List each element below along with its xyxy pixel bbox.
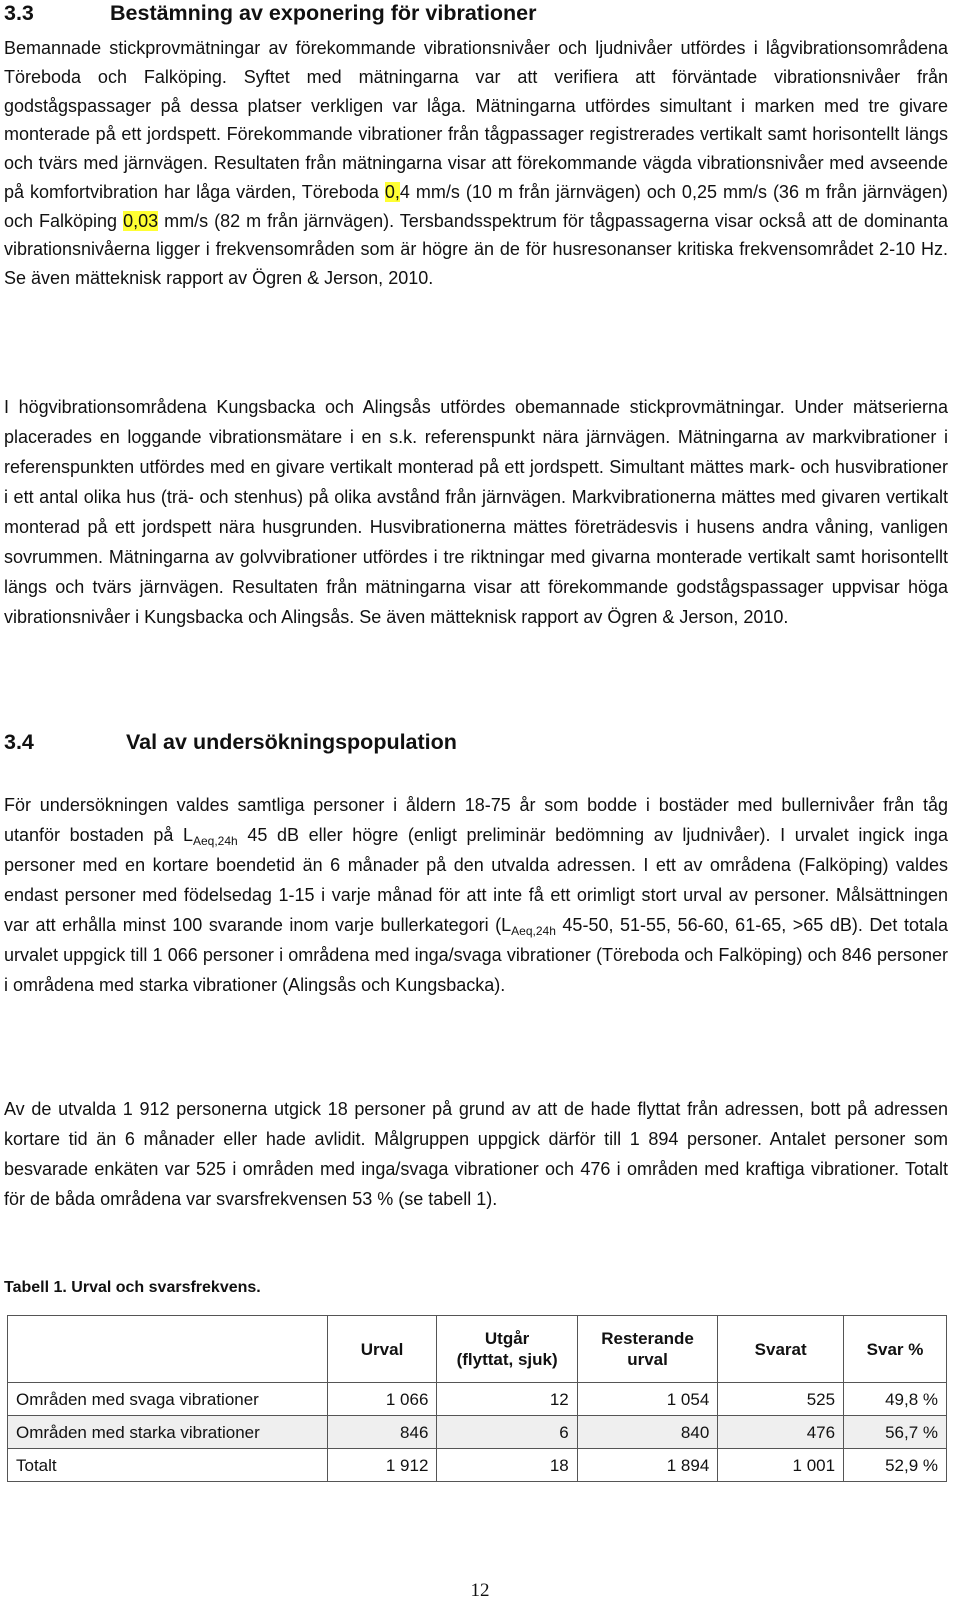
cell-urval: 1 912	[327, 1449, 437, 1482]
row-label: Områden med starka vibrationer	[8, 1416, 328, 1449]
highlight-value: 0,03	[123, 210, 159, 231]
paragraph-text: För undersökningen valdes samtliga personer i åldern 18-75 år som bodde i bostäder med bullernivåer från tåg utanför bostaden på L	[4, 795, 948, 845]
table-row	[8, 1449, 947, 1482]
paragraph-text: 4 mm/s (10 m från järnvägen) och 0,25 mm/s (36 m från järnvägen) och Falköping	[4, 181, 949, 231]
paragraph-text: 45-50, 51-55, 56-60, 61-65, >65 dB). Det totala urvalet uppgick till 1 066 personer i områdena med inga/svaga vibrationer (Töreboda och Falköping) och 846 personer i områdena med starka vibrationer (Alingsås och Kungsbacka).	[4, 915, 948, 995]
paragraph-text: Bemannade stickprovmätningar av förekommande vibrationsnivåer och ljudnivåer utfördes i lågvibrationsområdena Töreboda och Falköping. Syftet med mätningarna var att verifiera att förväntade vibrationsnivåer från godstågspassager på dessa platser verkligen var låga. Mätningarna utfördes simultant i marken med tre givare monterade på ett jordspett. Förekommande vibrationer från tågpassager registrerades vertikalt samt horisontellt längs och tvärs med järnvägen. Resultaten från mätningarna visar att förekommande vägda vibrationsnivåer med avseende på komfortvibration har låga värden, Töreboda	[4, 38, 948, 202]
row-label: Områden med svaga vibrationer	[8, 1383, 328, 1416]
header-svar-pct: Svar %	[844, 1316, 947, 1383]
cell-svarat: 476	[718, 1416, 844, 1449]
cell-utgar: 18	[437, 1449, 577, 1482]
cell-utgar: 6	[437, 1416, 577, 1449]
highlight-value: 0,	[384, 181, 400, 202]
cell-urval: 1 066	[327, 1383, 437, 1416]
cell-svar-pct: 49,8 %	[844, 1383, 947, 1416]
page-number: 12	[470, 1580, 490, 1601]
cell-resterande: 840	[577, 1416, 718, 1449]
header-urval: Urval	[327, 1316, 437, 1383]
paragraph-vibration-low	[4, 34, 948, 293]
paragraph-response-rate: Av de utvalda 1 912 personerna utgick 18 personer på grund av att de hade flyttat från adressen, bott på adressen kortare tid än 6 månader eller hade avlidit. Målgruppen uppgick därför till 1 894 personer. Antalet personer som besvarade enkäten var 525 i områden med inga/svaga vibrationer och 476 i områden med kraftiga vibrationer. Totalt för de båda områdena var svarsfrekvensen 53 % (se tabell 1).	[4, 1099, 948, 1209]
header-line: (flyttat, sjuk)	[456, 1350, 558, 1369]
cell-svar-pct: 52,9 %	[844, 1449, 947, 1482]
subscript: Aeq,24h	[192, 834, 238, 848]
section-heading-3-4	[4, 729, 457, 755]
cell-svar-pct: 56,7 %	[844, 1416, 947, 1449]
cell-resterande: 1 054	[577, 1383, 718, 1416]
section-heading-3-3	[4, 0, 537, 26]
cell-resterande: 1 894	[577, 1449, 718, 1482]
header-line: urval	[627, 1350, 668, 1369]
header-utgar	[437, 1316, 577, 1383]
cell-urval: 846	[327, 1416, 437, 1449]
paragraph-vibration-high: I högvibrationsområdena Kungsbacka och Alingsås utfördes obemannade stickprovmätningar. Under mätserierna placerades en loggande vibrationsmätare i en s.k. referenspunkt nära järnvägen. Mätningarna av markvibrationer i referenspunkten utfördes med en givare vertikalt monterad på ett jordspett. Simultant mättes mark- och husvibrationer i ett antal olika hus (trä- och stenhus) på olika avstånd från järnvägen. Markvibrationerna mättes med givaren vertikalt monterad på ett jordspett nära husgrunden. Husvibrationerna mättes företrädesvis i husens andra våning, vanligen sovrummen. Mätningarna av golvvibrationer utfördes i tre riktningar med givarna monterade vertikalt samt horisontellt längs och tvärs järnvägen. Resultaten från mätningarna visar att förekommande godstågspassager uppvisar höga vibrationsnivåer i Kungsbacka och Alingsås. Se även mätteknisk rapport av Ögren & Jerson, 2010.	[4, 397, 948, 627]
section-number: 3.3	[4, 1, 34, 25]
table-caption: Tabell 1. Urval och svarsfrekvens.	[4, 1279, 261, 1296]
table-row	[8, 1383, 947, 1416]
row-label: Totalt	[8, 1449, 328, 1482]
subscript: Aeq,24h	[511, 924, 556, 938]
section-title: Bestämning av exponering för vibrationer	[110, 1, 537, 25]
header-line: Resterande	[601, 1329, 694, 1348]
paragraph-text: 45 dB eller högre (enligt preliminär bedömning av ljudnivåer). I urvalet ingick inga personer med en kortare boendetid än 6 månader på den utvalda adressen. I ett av områdena (Falköping) valdes endast personer med födelsedag 1-15 i varje månad för att inte få ett orimligt stort urval av personer. Målsättningen var att erhålla minst 100 svarande inom varje bullerkategori (L	[4, 825, 948, 935]
paragraph-selection	[4, 790, 948, 1000]
paragraph-text: mm/s (82 m från järnvägen). Tersbandsspektrum för tågpassagerna visar också att de dominanta vibrationsnivåerna ligger i frekvensområden som är högre än de för husresonanser kritiska frekvensområdet 2-10 Hz. Se även mätteknisk rapport av Ögren & Jerson, 2010.	[4, 210, 949, 288]
cell-svarat: 525	[718, 1383, 844, 1416]
header-blank	[8, 1316, 328, 1383]
cell-svarat: 1 001	[718, 1449, 844, 1482]
section-number: 3.4	[4, 730, 34, 754]
table-row	[8, 1416, 947, 1449]
section-title: Val av undersökningspopulation	[126, 730, 457, 754]
header-resterande	[577, 1316, 718, 1383]
table-header-row	[8, 1316, 947, 1383]
data-table	[7, 1315, 947, 1482]
cell-utgar: 12	[437, 1383, 577, 1416]
header-line: Utgår	[484, 1329, 530, 1348]
header-svarat: Svarat	[718, 1316, 844, 1383]
